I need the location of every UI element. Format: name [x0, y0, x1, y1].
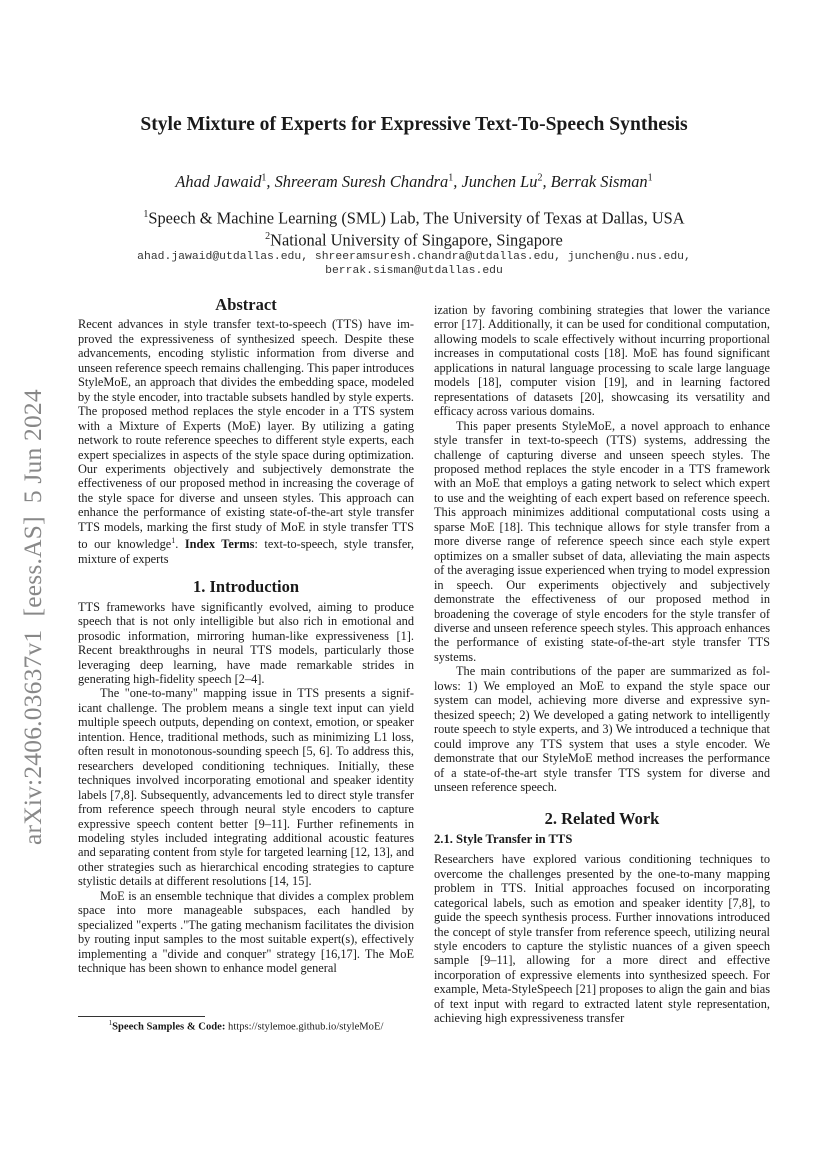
affiliation-2	[0, 227, 828, 249]
paragraph: TTS frameworks have significantly evolved, aiming to produce speech that is not only intelligible but also rich in emotional and prosodic information, mirroring human-like expressiveness [1]. Recent breakthroughs in neural TTS models, particularly those leveraging deep learning, have made remarkable strides in generating high-fidelity speech [2–4].	[78, 599, 414, 686]
email-line: ahad.jawaid@utdallas.edu, shreeramsuresh.chandra@utdallas.edu, junchen@u.nus.edu,	[137, 251, 691, 263]
author-list: Ahad Jawaid$^1$, Shreeram Suresh Chandra$^1$, Junchen Lu$^2$, Berrak Sisman$^1$	[175, 172, 653, 191]
abstract-text: Recent advances in style transfer text-to-speech (TTS) have improved the expressiveness of synthesized speech. Despite these advancements, encoding stylistic information from diverse and unseen reference speech remains challenging. This paper introduces StyleMoE, an approach that divides the embedding space, modeled by the style encoder, into tractable subsets handled by style experts. The proposed method replaces the style encoder in a TTS system with a Mixture of Experts (MoE) layer. By utilizing a gating network to route reference speeches to different style experts, each expert specializes in aspects of the style space during optimization. Our experiments objectively and subjectively demonstrate the effectiveness of our proposed method in increasing the coverage of the style space for diverse and unseen styles. This approach can enhance the performance of existing state-of-the-art style transfer TTS models, marking the first study of MoE in style transfer TTS to our knowledge$^1$. Index Terms: text-to-speech, style transfer, mixture of experts	[78, 317, 415, 566]
abstract-body: Recent advances in style transfer text-to-speech (TTS) have improved the expressiveness of synthesized speech. Despite these advancements, encoding stylistic information from diverse and unseen reference speech remains challenging. This paper introduces StyleMoE, an approach that divides the embedding space, modeled by the style encoder, into tractable subsets handled by style experts. The proposed method replaces the style encoder in a TTS system with a Mixture of Experts (MoE) layer. By utilizing a gating network to route reference speeches to different style experts, each expert specializes in aspects of the style space during optimization. Our experiments objectively and subjectively demonstrate the effectiveness of our proposed method in increasing the coverage of the style space for diverse and unseen styles. This approach can enhance the performance of existing state-of-the-art style transfer TTS models, marking the first study of MoE in style transfer TTS to our knowledge	[78, 317, 414, 552]
footnote-ref: 1	[171, 536, 176, 546]
paragraph: The "one-to-many" mapping issue in TTS presents a significant challenge. The problem means a single text input can yield multiple speech outputs, depending on context, emotion, or speaker intention. Hence, traditional methods, such as minimizing L1 loss, often result in monotonous-sounding speech [5, 6]. To address this, researchers developed conditioning techniques. Initially, these techniques involved incorporating emotional and speaker identity labels [7,8]. Subsequently, advancements led to direct style transfer from reference speech through neural style encoders to capture expressive speech content better [9–11]. Further refinements in modeling styles included integrating additional acoustic features and separating content from style for targeted learning [12, 13], and other strategies such as hierarchical encoding strategies to capture stylistic details at different resolutions [14, 15].	[78, 686, 414, 889]
related-work-heading: 2. Related Work	[544, 809, 660, 829]
paragraph: This paper presents StyleMoE, a novel approach to enhance style transfer in text-to-speech (TTS) systems, addressing the challenge of capturing diverse and unseen speech styles. The proposed method replaces the style encoder in a TTS framework with an MoE that employs a gating network to select which expert to use and the weighting of each expert based on reference speech. This approach minimizes additional computational costs using a sparse MoE [18]. This technique allows for style transfer from a more diverse range of reference speech since each style expert optimizes on a smaller subset of data, alleviating the main aspects of the averaging issue experienced when trying to model expression in speech. Our experiments objectively and subjectively demonstrate the effectiveness of our proposed method in broadening the coverage of style encoders for the style transfer of diverse and unseen reference speech styles. This approach enhances the performance of existing state-of-the-art style transfer TTS systems.	[434, 418, 770, 664]
email-line: berrak.sisman@utdallas.edu	[325, 265, 503, 277]
index-terms-label: Index Terms	[184, 537, 255, 552]
author-emails	[0, 250, 828, 278]
subsection-heading: 2.1. Style Transfer in TTS	[434, 831, 573, 846]
affil-mark: 1	[143, 209, 149, 220]
author-name: Ahad Jawaid	[175, 172, 262, 191]
affiliation-1	[0, 205, 828, 227]
affil-mark: 1	[647, 172, 653, 184]
author-name: Shreeram Suresh Chandra	[274, 172, 449, 191]
footnote-link[interactable]: https://stylemoe.github.io/styleMoE/	[225, 1021, 384, 1033]
affil-text: Speech & Machine Learning (SML) Lab, The University of Texas at Dallas, USA	[148, 208, 685, 228]
author-name: Junchen Lu	[461, 172, 538, 191]
affil-mark: 1	[448, 172, 454, 184]
footnote-mark: 1	[108, 1019, 113, 1027]
index-terms-list: : text-to-speech, style transfer, mixture of experts	[78, 537, 415, 566]
affil-mark: 2	[537, 172, 543, 184]
introduction-heading: 1. Introduction	[192, 577, 300, 597]
paragraph: MoE is an ensemble technique that divides a complex problem space into more manageable subspaces, each handled by specialized "experts ."The gating mechanism facilitates the division by routing input samples to the most suitable expert(s), effectively implementing a "divide and conquer" strategy [16,17]. The MoE technique has been shown to enhance model general	[78, 888, 414, 976]
abstract-heading: Abstract	[215, 295, 277, 314]
footnote	[78, 1019, 414, 1033]
affil-mark: 1	[261, 172, 267, 184]
footnote-label: Speech Samples & Code:	[112, 1021, 226, 1033]
affil-mark: 2	[265, 231, 271, 243]
left-column	[78, 295, 415, 976]
affiliations	[0, 205, 828, 250]
affil-text: National University of Singapore, Singapore	[270, 230, 563, 250]
paragraph: ization by favoring combining strategies that lower the variance error [17]. Additionally, it can be used for conditional computation, allowing models to scale effectively without incurring proportional increases in computational costs [18]. MoE has found significant applications in natural language processing to scale large language models [18], computer vision [19], and in learning factored representations of datasets [20], showcasing its versatility and efficacy across various domains.	[434, 303, 770, 419]
right-column	[434, 303, 770, 1026]
paper-title: Style Mixture of Experts for Expressive Text-To-Speech Synthesis	[140, 114, 688, 135]
paragraph: Researchers have explored various conditioning techniques to overcome the challenges presented by the one-to-many mapping problem in TTS. Initial approaches focused on incorporating categorical labels, such as emotion and speaker identity [7,8], to guide the speech synthesis process. Further innovations introduced the concept of style transfer from reference speech, utilizing neural style encoders to capture the stylistic nuances of a given speech sample [9–11], allowing for a more direct and effective incorporation of expressive elements into synthesized speech. For example, Meta-StyleSpeech [21] proposes to align the gain and bias of text input with regard to extracted latent style representation, achieving high expressiveness transfer	[434, 852, 770, 1026]
author-name: Berrak Sisman	[550, 172, 648, 191]
footnote-rule	[78, 1016, 205, 1017]
arxiv-identifier-stamp: arXiv:2406.03637v1 [eess.AS] 5 Jun 2024	[18, 389, 47, 845]
paragraph: The main contributions of the paper are summarized as follows: 1) We employed an MoE to expand the style space our system can model, achieving more diverse and expressive synthesized speech; 2) We developed a gating network to intelligently route speech to style experts, and 3) We introduced a technique that could improve any TTS system that uses a style encoder. We demonstrate that our StyleMoE method increases the performance of a state-of-the-art style transfer TTS system for diverse and unseen reference speech.	[434, 664, 770, 794]
